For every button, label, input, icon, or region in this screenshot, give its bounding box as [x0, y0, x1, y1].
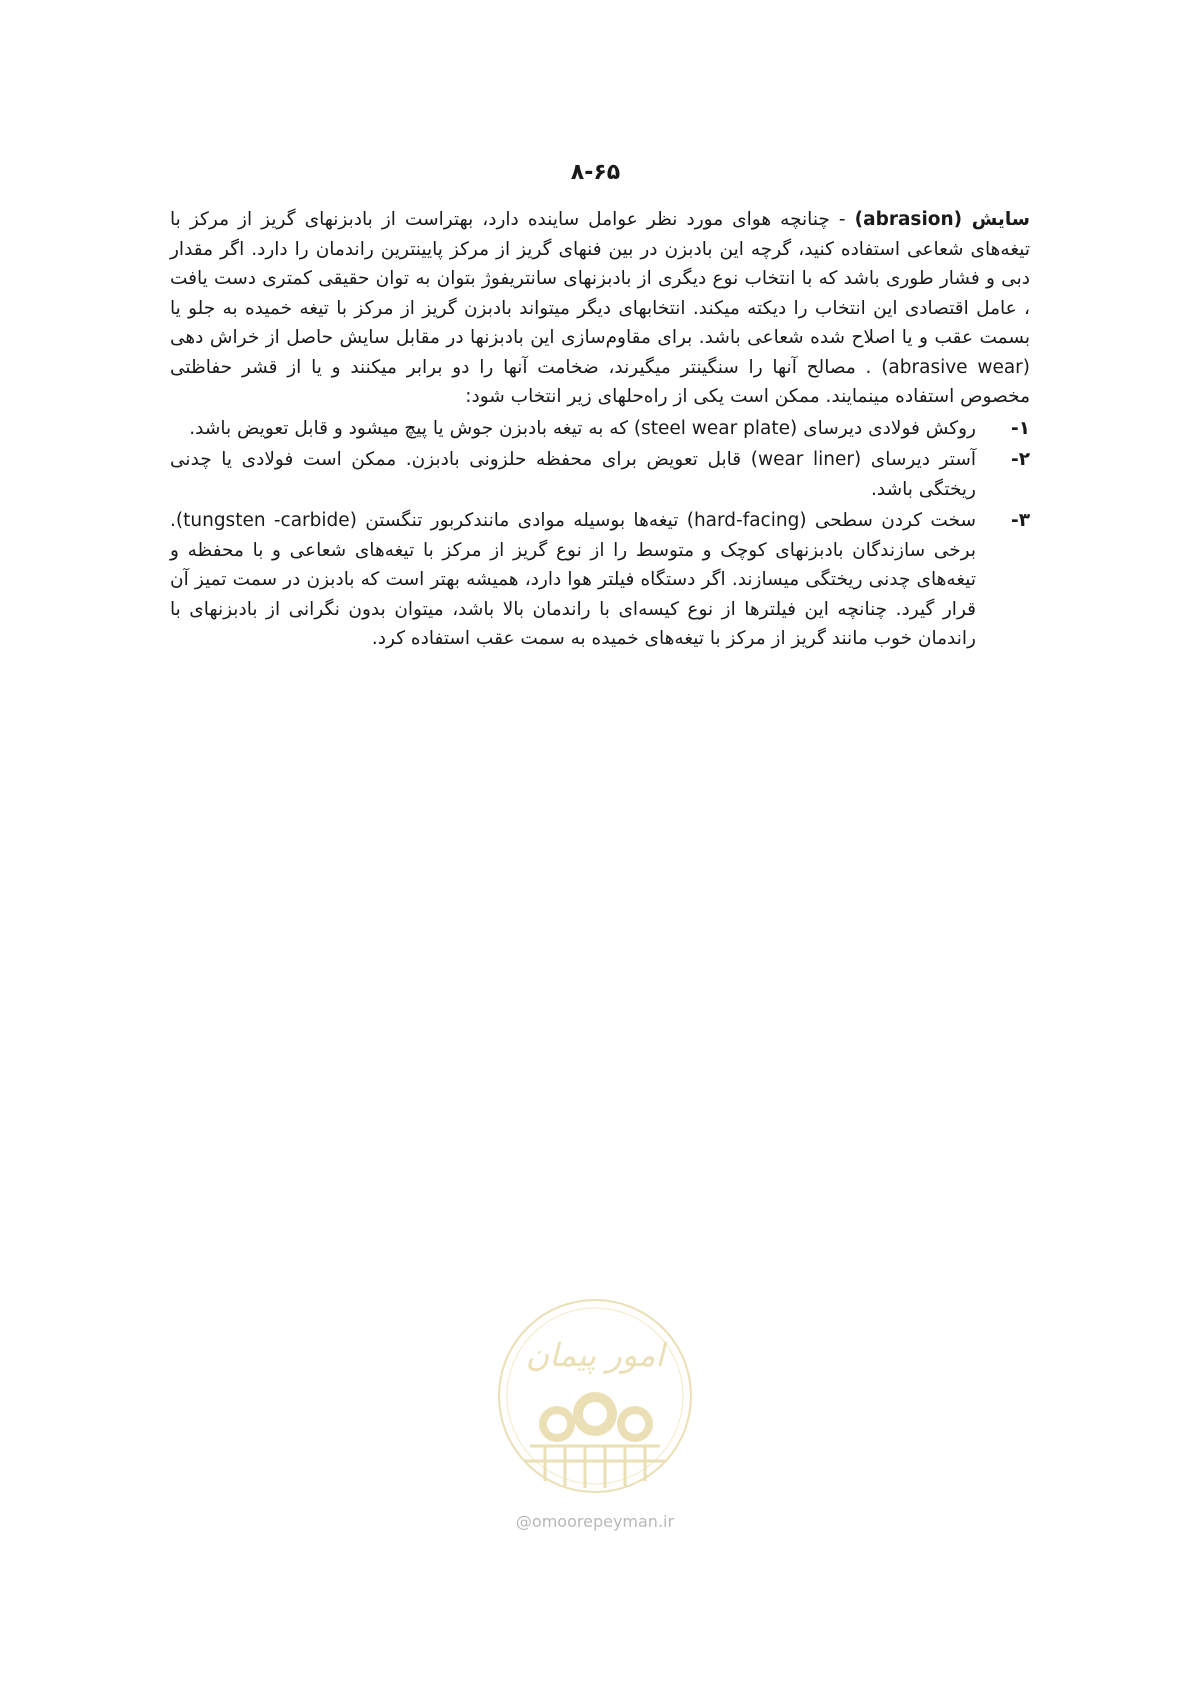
list-item-text: سخت کردن سطحی (hard-facing) تیغه‌ها بوسیله موادی مانندکربور تنگستن (tungsten -carbide). برخی سازندگان بادبزنهای کوچک و متوسط را از نوع گریز از مرکز با تیغه‌های شعاعی و با محفظه و تیغه‌های چدنی ریختگی میسازند. اگر دستگاه فیلتر هوا دارد، همیشه بهتر است که بادبزن در سمت تمیز آن قرار گیرد. چنانچه این فیلترها از نوع کیسه‌ای با راندمان بالا باشد، میتوان بدون نگرانی از بادبزنهای با راندمان خوب مانند گریز از مرکز با تیغه‌های خمیده به سمت عقب استفاده کرد. [170, 510, 976, 649]
intro-paragraph [170, 205, 1030, 412]
body-text [170, 205, 1030, 654]
list-item [170, 414, 1030, 444]
list-item-number: ۳- [1011, 510, 1030, 531]
intro-text: - چنانچه هوای مورد نظر عوامل ساینده دارد، بهتراست از بادبزنهای گریز از مرکز با تیغه‌های شعاعی استفاده کنید، گرچه این بادبزن در بین فنهای گریز از مرکز پایینترین راندمان را دارد. اگر مقدار دبی و فشار طوری باشد که با انتخاب نوع دیگری از بادبزنهای سانتریفوژ بتوان به توان حقیقی کمتری دست یافت ، عامل اقتصادی این انتخاب را دیکته میکند. انتخابهای دیگر میتواند بادبزن گریز از مرکز با تیغه خمیده به جلو یا بسمت عقب و یا اصلاح شده شعاعی باشد. برای مقاوم‌سازی این بادبزنها در مقابل سایش حاصل از خراش دهی (abrasive wear) . مصالح آنها را سنگینتر میگیرند، ضخامت آنها را دو برابر میکنند و یا از قشر حفاظتی مخصوص استفاده مینمایند. ممکن است یکی از راه‌حلهای زیر انتخاب شود: [170, 209, 1030, 407]
list-item-text: روکش فولادی دیرسای (steel wear plate) که به تیغه بادبزن جوش یا پیچ میشود و قابل تعویض باشد. [189, 417, 976, 439]
page-number: ۸-۶۵ [570, 160, 621, 185]
watermark-logo-text: امور پیمان [525, 1336, 665, 1374]
list-item [170, 506, 1030, 654]
list-item-number: ۱- [1011, 417, 1030, 439]
list-item-number: ۲- [1011, 449, 1030, 470]
solutions-list [170, 414, 1030, 654]
watermark-logo [495, 1296, 695, 1496]
section-lead: سایش (abrasion) [854, 209, 1030, 230]
list-item [170, 445, 1030, 504]
watermark-url: @omoorepeyman.ir [515, 1512, 675, 1531]
list-item-text: آستر دیرسای (wear liner) قابل تعویض برای محفظه حلزونی بادبزن. ممکن است فولادی یا چدنی ریختگی باشد. [170, 449, 976, 500]
